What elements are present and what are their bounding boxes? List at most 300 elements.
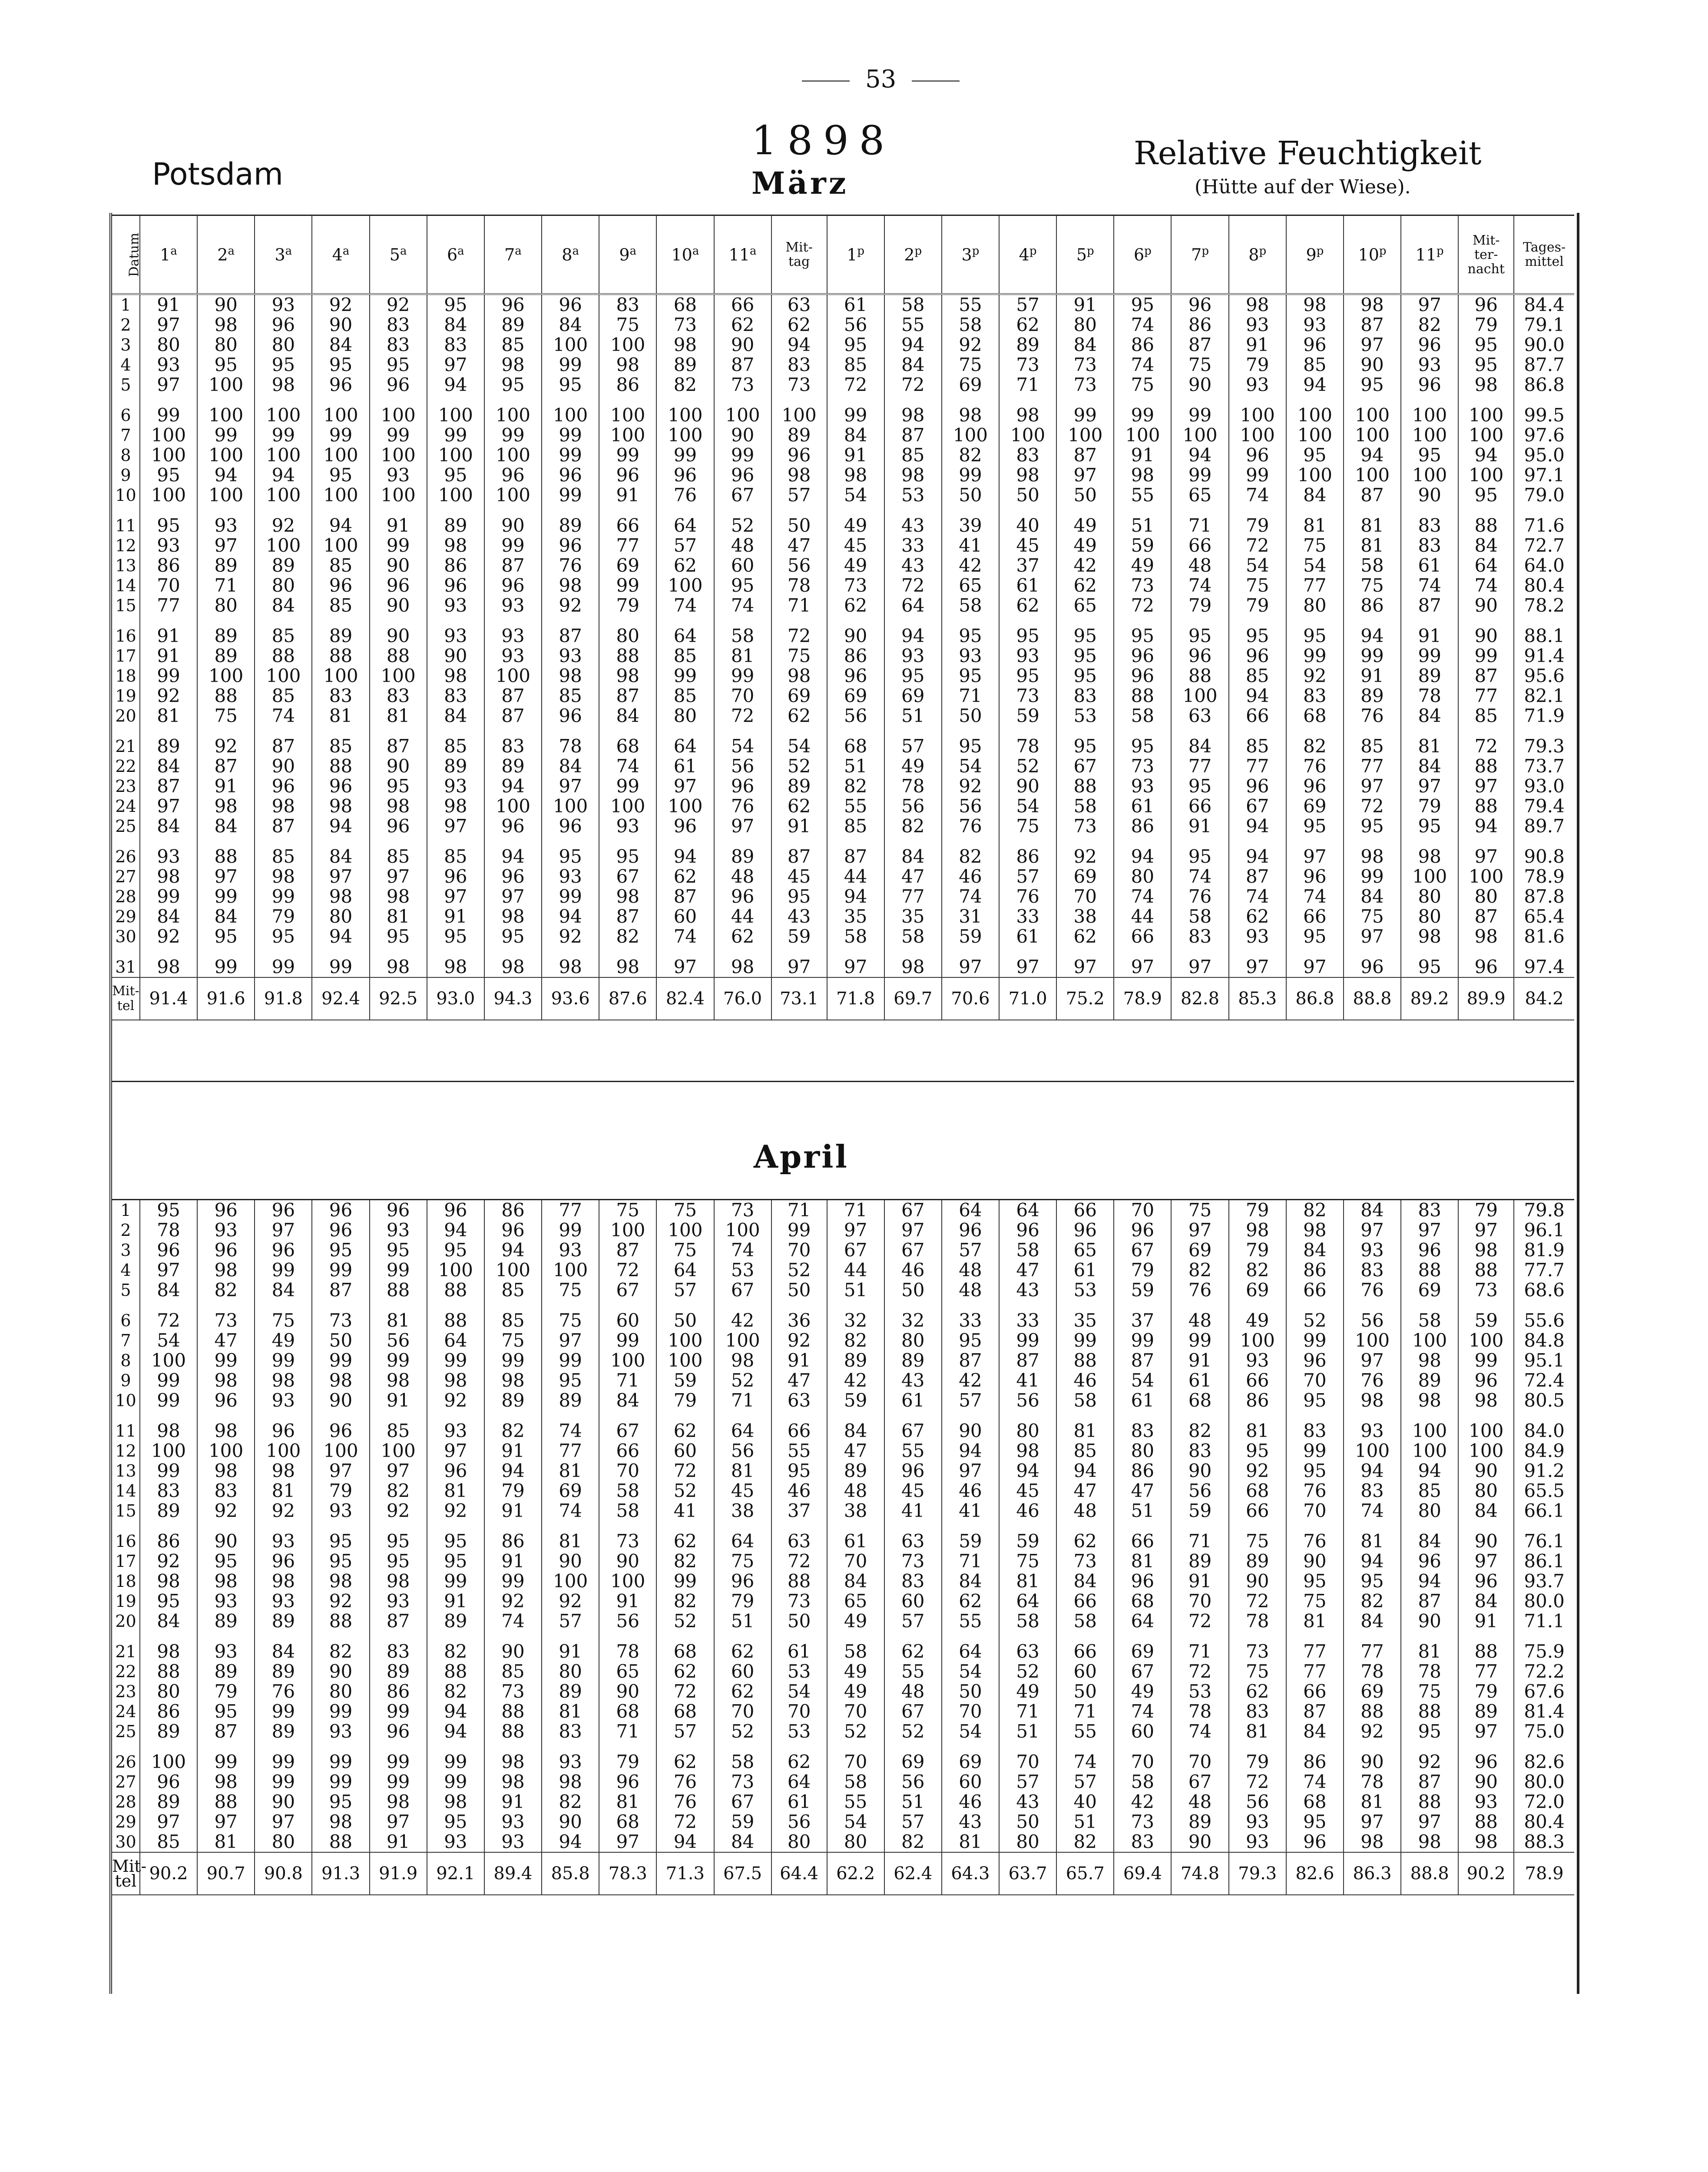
value-cell: 50 [771, 1280, 827, 1300]
value-cell: 100 [1286, 395, 1344, 425]
value-cell: 64 [942, 1200, 999, 1221]
value-cell: 96 [1286, 1832, 1344, 1852]
mean-cell: 91.8 [255, 977, 312, 1020]
value-cell: 51 [999, 1722, 1056, 1742]
day-cell: 3 [120, 335, 131, 354]
value-cell: 95 [140, 505, 197, 536]
value-cell: 98 [484, 1742, 542, 1772]
value-cell: 91 [484, 1441, 542, 1461]
value-cell: 73 [197, 1300, 255, 1331]
value-cell: 52 [827, 1722, 884, 1742]
value-cell: 79 [1229, 355, 1286, 375]
value-cell: 75 [942, 355, 999, 375]
value-cell: 84 [1056, 335, 1114, 355]
value-cell: 92 [1401, 1742, 1458, 1772]
value-cell: 74 [1458, 576, 1514, 596]
value-cell: 54 [1286, 556, 1344, 576]
value-cell: 85 [140, 1832, 197, 1852]
value-cell: 97 [771, 947, 827, 977]
value-cell: 53 [771, 1662, 827, 1682]
value-cell: 72 [1171, 1662, 1228, 1682]
value-cell: 84 [312, 335, 369, 355]
value-cell: 64 [656, 1260, 714, 1280]
value-cell: 67 [884, 1240, 942, 1260]
value-cell: 87 [656, 887, 714, 907]
value-cell: 99 [1344, 867, 1401, 887]
value-cell: 53 [1171, 1682, 1228, 1702]
value-cell: 56 [942, 796, 999, 816]
value-cell: 71 [771, 1200, 827, 1221]
value-cell: 94 [1056, 1461, 1114, 1481]
column-header-5p: 5$^p$ [1056, 215, 1114, 295]
value-cell: 85 [370, 836, 427, 867]
value-cell: 89 [1171, 1812, 1228, 1832]
value-cell: 97 [140, 375, 197, 395]
mean-cell: 85.3 [1229, 977, 1286, 1020]
value-cell: 80 [1458, 1481, 1514, 1501]
value-cell: 89 [427, 756, 484, 776]
value-cell: 66 [1056, 1631, 1114, 1662]
value-cell: 85 [1056, 1441, 1114, 1461]
value-cell: 82 [1056, 1832, 1114, 1852]
value-cell: 95 [1401, 947, 1458, 977]
value-cell: 36 [771, 1300, 827, 1331]
value-cell: 87 [484, 706, 542, 726]
value-cell: 42 [714, 1300, 771, 1331]
value-cell: 71 [1171, 505, 1228, 536]
value-cell: 70 [771, 1702, 827, 1722]
value-cell: 69 [1344, 1682, 1401, 1702]
value-cell: 69 [1229, 1280, 1286, 1300]
value-cell: 98 [542, 1772, 599, 1792]
value-cell: 88 [1458, 505, 1514, 536]
mean-cell: 89.2 [1401, 977, 1458, 1020]
value-cell: 84 [255, 1280, 312, 1300]
value-cell: 59 [942, 927, 999, 947]
value-cell: 73 [1056, 816, 1114, 836]
value-cell: 62 [827, 596, 884, 616]
value-cell: 55 [1114, 485, 1171, 505]
table-row [112, 776, 1574, 796]
value-cell: 99 [1458, 1351, 1514, 1371]
value-cell: 45 [999, 536, 1056, 556]
value-cell: 98 [484, 907, 542, 927]
value-cell: 95 [942, 616, 999, 646]
value-cell: 99 [542, 887, 599, 907]
value-cell: 72.4 [1514, 1371, 1574, 1391]
value-cell: 90 [1458, 616, 1514, 646]
value-cell: 96 [1401, 1551, 1458, 1571]
value-cell: 52 [771, 756, 827, 776]
value-cell: 98 [1401, 836, 1458, 867]
value-cell: 90 [942, 1410, 999, 1441]
value-cell: 100 [484, 485, 542, 505]
table-row [112, 315, 1574, 335]
value-cell: 82 [1171, 1260, 1228, 1280]
value-cell: 50 [1056, 485, 1114, 505]
value-cell: 100 [1286, 425, 1344, 445]
value-cell: 96 [1286, 1351, 1344, 1371]
value-cell: 84 [542, 756, 599, 776]
value-cell: 86 [370, 1682, 427, 1702]
mean-cell: 91.9 [370, 1852, 427, 1895]
value-cell: 73 [827, 576, 884, 596]
value-cell: 93 [484, 616, 542, 646]
value-cell: 97 [714, 816, 771, 836]
value-cell: 97 [1458, 836, 1514, 867]
mean-cell: 86.3 [1344, 1852, 1401, 1895]
value-cell: 84 [1458, 1591, 1514, 1611]
value-cell: 96 [197, 1240, 255, 1260]
table-row [112, 1410, 1574, 1441]
value-cell: 96 [255, 1410, 312, 1441]
value-cell: 96 [1458, 1571, 1514, 1591]
value-cell: 38 [1056, 907, 1114, 927]
value-cell: 100 [599, 425, 656, 445]
value-cell: 69 [884, 686, 942, 706]
value-cell: 75 [1401, 1682, 1458, 1702]
value-cell: 88.1 [1514, 616, 1574, 646]
value-cell: 95 [370, 355, 427, 375]
value-cell: 95 [312, 1521, 369, 1551]
value-cell: 100 [197, 395, 255, 425]
value-cell: 100 [542, 1571, 599, 1591]
value-cell: 72 [656, 1812, 714, 1832]
value-cell: 95 [484, 375, 542, 395]
value-cell: 82 [656, 1591, 714, 1611]
value-cell: 66 [1056, 1591, 1114, 1611]
value-cell: 87 [1344, 485, 1401, 505]
value-cell: 46 [1056, 1371, 1114, 1391]
value-cell: 89 [140, 726, 197, 756]
value-cell: 78 [1171, 1702, 1228, 1722]
value-cell: 99 [255, 1260, 312, 1280]
value-cell: 43 [884, 1371, 942, 1391]
value-cell: 81 [1114, 1551, 1171, 1571]
year-heading: 1898 [751, 117, 895, 164]
value-cell: 93 [1458, 1792, 1514, 1812]
value-cell: 90 [827, 616, 884, 646]
value-cell: 69 [1286, 796, 1344, 816]
value-cell: 98 [370, 887, 427, 907]
value-cell: 79 [599, 596, 656, 616]
value-cell: 85 [827, 355, 884, 375]
value-cell: 80.4 [1514, 576, 1574, 596]
value-cell: 89 [1171, 1551, 1228, 1571]
value-cell: 96 [1458, 1742, 1514, 1772]
value-cell: 57 [1056, 1772, 1114, 1792]
value-cell: 93 [197, 1631, 255, 1662]
value-cell: 89 [1401, 1371, 1458, 1391]
value-cell: 68 [827, 726, 884, 756]
value-cell: 54 [714, 726, 771, 756]
value-cell: 87 [1401, 1772, 1458, 1792]
value-cell: 92 [1229, 1461, 1286, 1481]
value-cell: 83 [1286, 1410, 1344, 1441]
value-cell: 96 [542, 294, 599, 315]
value-cell: 68 [656, 1631, 714, 1662]
value-cell: 94 [827, 887, 884, 907]
value-cell: 100 [714, 395, 771, 425]
value-cell: 57 [942, 1240, 999, 1260]
value-cell: 80 [656, 706, 714, 726]
value-cell: 95 [1286, 1812, 1344, 1832]
value-cell: 75 [771, 646, 827, 666]
value-cell: 98 [427, 796, 484, 816]
value-cell: 59 [1114, 1280, 1171, 1300]
value-cell: 58 [714, 616, 771, 646]
value-cell: 100 [427, 1260, 484, 1280]
value-cell: 78 [1401, 686, 1458, 706]
mean-cell: 88.8 [1401, 1852, 1458, 1895]
value-cell: 93 [1344, 1410, 1401, 1441]
mean-cell: 62.2 [827, 1852, 884, 1895]
value-cell: 94 [1114, 836, 1171, 867]
value-cell: 80 [140, 1682, 197, 1702]
value-cell: 81 [370, 706, 427, 726]
value-cell: 89 [656, 355, 714, 375]
value-cell: 83 [542, 1722, 599, 1742]
value-cell: 73 [1056, 375, 1114, 395]
value-cell: 75 [255, 1300, 312, 1331]
value-cell: 46 [942, 1481, 999, 1501]
value-cell: 48 [884, 1682, 942, 1702]
value-cell: 95 [1114, 616, 1171, 646]
value-cell: 88 [1171, 666, 1228, 686]
value-cell: 76 [1286, 1521, 1344, 1551]
value-cell: 80 [1114, 867, 1171, 887]
value-cell: 41 [942, 536, 999, 556]
value-cell: 95 [1458, 335, 1514, 355]
value-cell: 77 [1286, 576, 1344, 596]
value-cell: 96 [714, 887, 771, 907]
value-cell: 100 [656, 425, 714, 445]
value-cell: 57 [656, 536, 714, 556]
value-cell: 54 [771, 1682, 827, 1702]
value-cell: 62 [999, 315, 1056, 335]
value-cell: 70 [599, 1461, 656, 1481]
value-cell: 89 [1229, 1551, 1286, 1571]
mean-cell: 78.9 [1114, 977, 1171, 1020]
value-cell: 96 [427, 1461, 484, 1481]
value-cell: 79 [599, 1742, 656, 1772]
value-cell: 100 [542, 796, 599, 816]
value-cell: 99 [370, 425, 427, 445]
value-cell: 97 [427, 355, 484, 375]
value-cell: 91 [542, 1631, 599, 1662]
value-cell: 66 [771, 1410, 827, 1441]
value-cell: 99 [197, 887, 255, 907]
value-cell: 96 [1229, 776, 1286, 796]
value-cell: 48 [1056, 1501, 1114, 1521]
column-header-4p: 4$^p$ [999, 215, 1056, 295]
value-cell: 94 [656, 1832, 714, 1852]
value-cell: 58 [827, 1772, 884, 1792]
mean-cell: 90.2 [140, 1852, 197, 1895]
value-cell: 61 [1401, 556, 1458, 576]
value-cell: 59 [999, 1521, 1056, 1551]
value-cell: 87 [197, 756, 255, 776]
value-cell: 84 [599, 1391, 656, 1410]
value-cell: 73 [1114, 1812, 1171, 1832]
value-cell: 85 [1344, 726, 1401, 756]
day-cell: 19 [115, 686, 136, 705]
day-cell: 22 [115, 757, 136, 776]
value-cell: 31 [942, 907, 999, 927]
value-cell: 83 [197, 1481, 255, 1501]
value-cell: 71 [1171, 1521, 1228, 1551]
value-cell: 87 [599, 907, 656, 927]
value-cell: 66 [1114, 1521, 1171, 1551]
value-cell: 61 [827, 1521, 884, 1551]
value-cell: 60 [1056, 1662, 1114, 1682]
value-cell: 100 [942, 425, 999, 445]
value-cell: 83 [999, 445, 1056, 465]
value-cell: 98 [599, 666, 656, 686]
value-cell: 99 [255, 1702, 312, 1722]
value-cell: 100 [542, 1260, 599, 1280]
value-cell: 90 [1401, 1611, 1458, 1631]
value-cell: 74 [1171, 576, 1228, 596]
value-cell: 83 [427, 686, 484, 706]
value-cell: 100 [1056, 425, 1114, 445]
value-cell: 98 [197, 1371, 255, 1391]
value-cell: 97 [427, 1441, 484, 1461]
value-cell: 99.5 [1514, 395, 1574, 425]
day-cell: 28 [115, 887, 136, 906]
value-cell: 95 [771, 1461, 827, 1481]
value-cell: 55 [771, 1441, 827, 1461]
value-cell: 89 [197, 1611, 255, 1631]
value-cell: 92 [197, 726, 255, 756]
page-subtitle: (Hütte auf der Wiese). [1195, 176, 1411, 198]
value-cell: 45 [714, 1481, 771, 1501]
value-cell: 68.6 [1514, 1280, 1574, 1300]
value-cell: 90 [484, 505, 542, 536]
value-cell: 70 [771, 1240, 827, 1260]
value-cell: 57 [942, 1391, 999, 1410]
mean-cell: 79.3 [1229, 1852, 1286, 1895]
value-cell: 73 [771, 375, 827, 395]
value-cell: 95 [427, 1812, 484, 1832]
value-cell: 100 [599, 395, 656, 425]
value-cell: 49 [1056, 536, 1114, 556]
value-cell: 96 [542, 816, 599, 836]
value-cell: 63 [771, 1391, 827, 1410]
value-cell: 100 [255, 1441, 312, 1461]
value-cell: 67.6 [1514, 1682, 1574, 1702]
value-cell: 98 [1344, 1832, 1401, 1852]
value-cell: 51 [1114, 1501, 1171, 1521]
value-cell: 97.1 [1514, 465, 1574, 485]
value-cell: 94 [884, 335, 942, 355]
value-cell: 84.4 [1514, 294, 1574, 315]
value-cell: 41 [656, 1501, 714, 1521]
value-cell: 93 [1229, 1832, 1286, 1852]
value-cell: 53 [1056, 1280, 1114, 1300]
value-cell: 88.3 [1514, 1832, 1574, 1852]
value-cell: 99 [1056, 1331, 1114, 1351]
value-cell: 69 [942, 1742, 999, 1772]
value-cell: 97 [370, 867, 427, 887]
value-cell: 56 [1344, 1300, 1401, 1331]
table-row [112, 796, 1574, 816]
mean-cell: 88.8 [1344, 977, 1401, 1020]
value-cell: 60 [714, 556, 771, 576]
value-cell: 99 [542, 355, 599, 375]
value-cell: 82 [1344, 1591, 1401, 1611]
value-cell: 98 [197, 1571, 255, 1591]
column-header-7a: 7$^a$ [484, 215, 542, 295]
value-cell: 96 [1171, 294, 1228, 315]
value-cell: 66.1 [1514, 1501, 1574, 1521]
value-cell: 75 [1114, 375, 1171, 395]
value-cell: 93 [370, 465, 427, 485]
value-cell: 48 [1171, 1792, 1228, 1812]
value-cell: 91 [484, 1501, 542, 1521]
value-cell: 87 [599, 1240, 656, 1260]
value-cell: 91.2 [1514, 1461, 1574, 1481]
value-cell: 83 [1344, 1260, 1401, 1280]
value-cell: 79 [1458, 315, 1514, 335]
value-cell: 94 [312, 927, 369, 947]
mean-cell: 92.4 [312, 977, 369, 1020]
value-cell: 99 [197, 1351, 255, 1371]
value-cell: 86 [484, 1200, 542, 1221]
value-cell: 59 [999, 706, 1056, 726]
value-cell: 55 [827, 796, 884, 816]
value-cell: 95 [140, 465, 197, 485]
value-cell: 100 [255, 445, 312, 465]
value-cell: 77.7 [1514, 1260, 1574, 1280]
value-cell: 81 [1344, 1521, 1401, 1551]
table-row [112, 1351, 1574, 1371]
value-cell: 58 [884, 294, 942, 315]
value-cell: 67 [599, 1280, 656, 1300]
value-cell: 95 [942, 666, 999, 686]
value-cell: 53 [1056, 706, 1114, 726]
value-cell: 67 [884, 1410, 942, 1441]
value-cell: 98 [255, 1461, 312, 1481]
value-cell: 47 [1114, 1481, 1171, 1501]
value-cell: 98 [370, 1571, 427, 1591]
value-cell: 58 [1056, 1611, 1114, 1631]
value-cell: 80 [1458, 887, 1514, 907]
table-row [112, 706, 1574, 726]
value-cell: 72 [656, 1682, 714, 1702]
value-cell: 80 [999, 1410, 1056, 1441]
value-cell: 54 [1114, 1371, 1171, 1391]
value-cell: 49 [999, 1682, 1056, 1702]
day-cell: 25 [115, 817, 136, 836]
value-cell: 83 [1401, 505, 1458, 536]
value-cell: 96 [1286, 867, 1344, 887]
value-cell: 47 [827, 1441, 884, 1461]
mean-cell: 78.9 [1514, 1852, 1574, 1895]
value-cell: 93 [1229, 375, 1286, 395]
value-cell: 97 [656, 947, 714, 977]
value-cell: 33 [999, 907, 1056, 927]
value-cell: 90 [714, 425, 771, 445]
value-cell: 64 [999, 1591, 1056, 1611]
value-cell: 81.4 [1514, 1702, 1574, 1722]
value-cell: 93 [484, 596, 542, 616]
value-cell: 98 [1458, 1240, 1514, 1260]
value-cell: 58 [827, 927, 884, 947]
value-cell: 74 [1114, 887, 1171, 907]
value-cell: 90 [1458, 596, 1514, 616]
value-cell: 96 [370, 1722, 427, 1742]
